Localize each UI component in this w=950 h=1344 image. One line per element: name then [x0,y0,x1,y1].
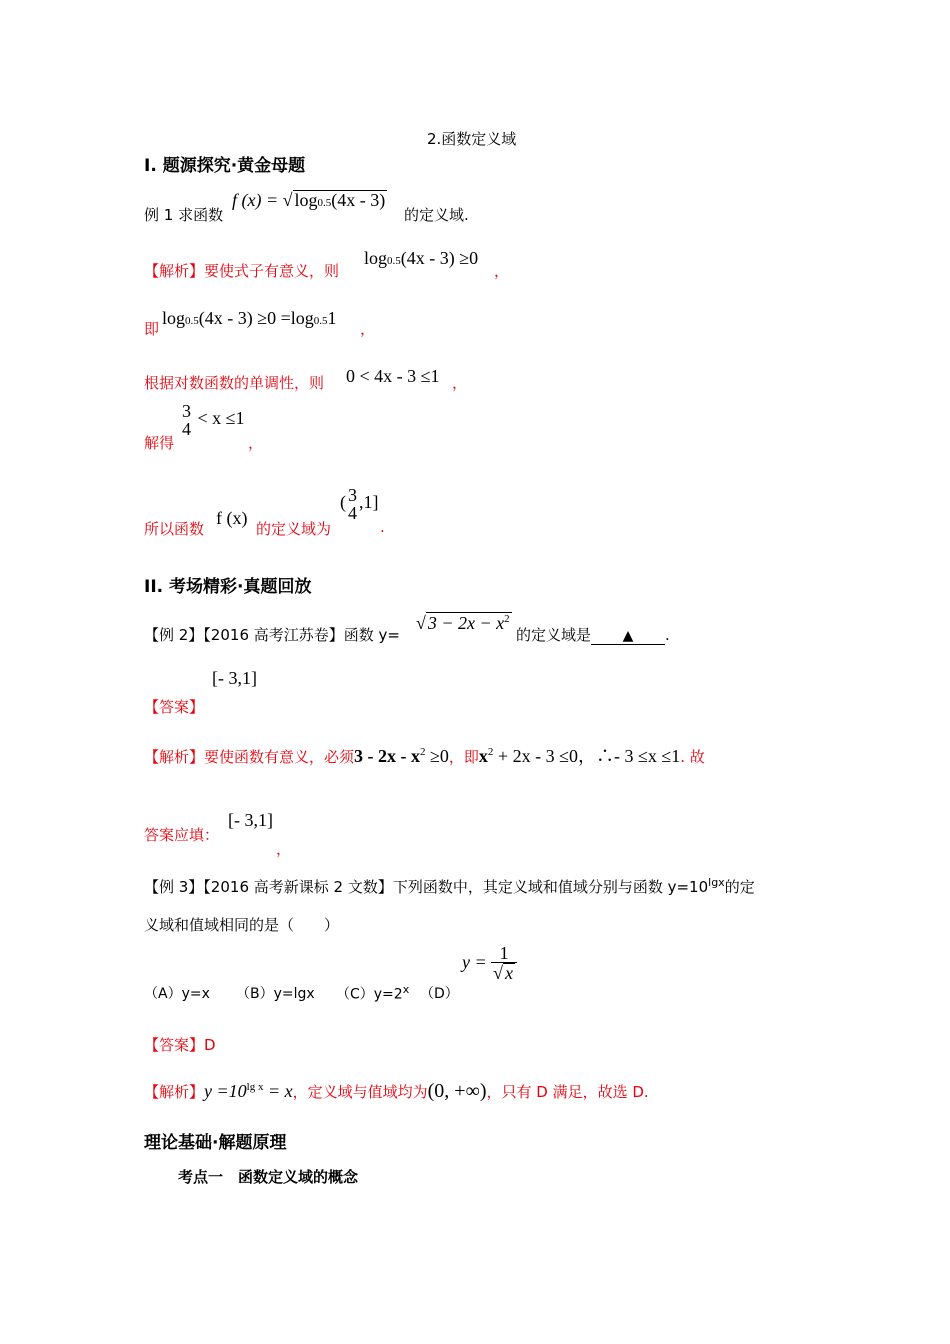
example2-prefix: 【例 2】【2016 高考江苏卷】函数 y= [144,626,400,644]
option-a: （A）y=x [144,986,210,1002]
solution5-suffix: . [380,518,385,536]
answer-blank: ▲ [591,628,665,645]
option-d: （D） [420,986,459,1002]
log-text: log [294,190,318,210]
example2-final-math: [- 3,1] [228,810,273,830]
solution4-prefix: 解得 [144,434,175,452]
example1-prefix: 例 1 求函数 [144,206,224,224]
example1-f: f (x) = [232,190,279,210]
solution2-suffix: ， [360,320,376,338]
solution3-prefix: 根据对数函数的单调性，则 [144,374,325,392]
example1-formula [232,190,387,211]
example2-final-suffix: ， [276,840,292,858]
solution4-ineq: < x ≤1 [197,408,245,429]
solution3-suffix: ， [452,374,468,392]
example1-suffix: 的定义域. [404,206,469,224]
section-heading-1: I. 题源探究·黄金母题 [144,156,306,176]
solution2-prefix: 即 [144,320,160,338]
solution1-math: log0.5(4x - 3) ≥0 [364,248,479,268]
fraction-3-4: 3 4 [182,401,191,439]
solution5-prefix: 所以函数 [144,520,205,538]
section-heading-2: II. 考场精彩·真题回放 [144,577,312,597]
example2-suffix: 的定义域是 ▲ . [516,626,670,644]
option-d-formula: y = $\frac{1}{√ x}$ [462,944,517,984]
example2-answer-math: [- 3,1] [212,668,257,688]
solution4-suffix: ， [248,434,264,452]
example2-answer-label: 【答案】 [144,698,205,716]
solution1-suffix: ， [494,262,510,280]
solution5-f: f (x) [216,508,248,528]
solution2-math: log0.5(4x - 3) ≥0 =log0.51 [162,308,337,328]
example2-final-label: 答案应填： [144,826,220,844]
sol-math-1: $3 - 2x - x^2 \ge 0$ [354,746,449,766]
sol-math-2: $x^2 + 2x - 3 \le 0$，∴- 3 ≤x ≤1 [478,746,681,766]
solution4-math [180,402,245,438]
solution5-mid: 的定义域为 [256,520,332,538]
example3-line2: 义域和值域相同的是（ ） [144,916,340,934]
log-base: 0.5 [317,197,332,209]
example3-solution: 【解析】$y =10^{lg x} = x$，定义域与值域均为(0, +∞)，只有 D 满足，故选 D. [144,1080,649,1102]
sqrt-symbol: √ log0.5(4x - 3) [282,190,386,210]
example2-solution: 【解析】要使函数有意义，必须$3 - 2x - x^2 \ge 0$，即$x^2 + 2x - 3 \le 0$，∴- 3 ≤x ≤1. 故 [144,746,705,766]
subheading-kaodian1: 考点一 函数定义域的概念 [178,1168,359,1186]
example3-line1: 【例 3】【2016 高考新课标 2 文数】下列函数中，其定义域和值域分别与函数 $y=10^{lgx}$的定 [144,876,755,896]
solution1-prefix: 【解析】要使式子有意义，则 [144,262,340,280]
option-c: $(C)y=2^x$ [336,983,410,1003]
fraction-3-4-b: 3 4 [348,485,357,523]
solution3-math: 0 < 4x - 3 ≤1 [346,366,440,386]
section-heading-3: 理论基础·解题原理 [144,1133,287,1153]
example2-sqrt: √ $3 - 2x - x^2$ [416,613,510,633]
log-arg: (4x - 3) [331,190,386,210]
page-title: 2.函数定义域 [427,130,517,148]
option-b: （B）y=lgx [236,986,315,1002]
example3-answer: 【答案】D [144,1036,216,1054]
fraction-1-sqrtx: $\frac{1}{√ x}$ [491,944,517,984]
solution5-interval: ( 3 4 ,1] [340,485,379,523]
